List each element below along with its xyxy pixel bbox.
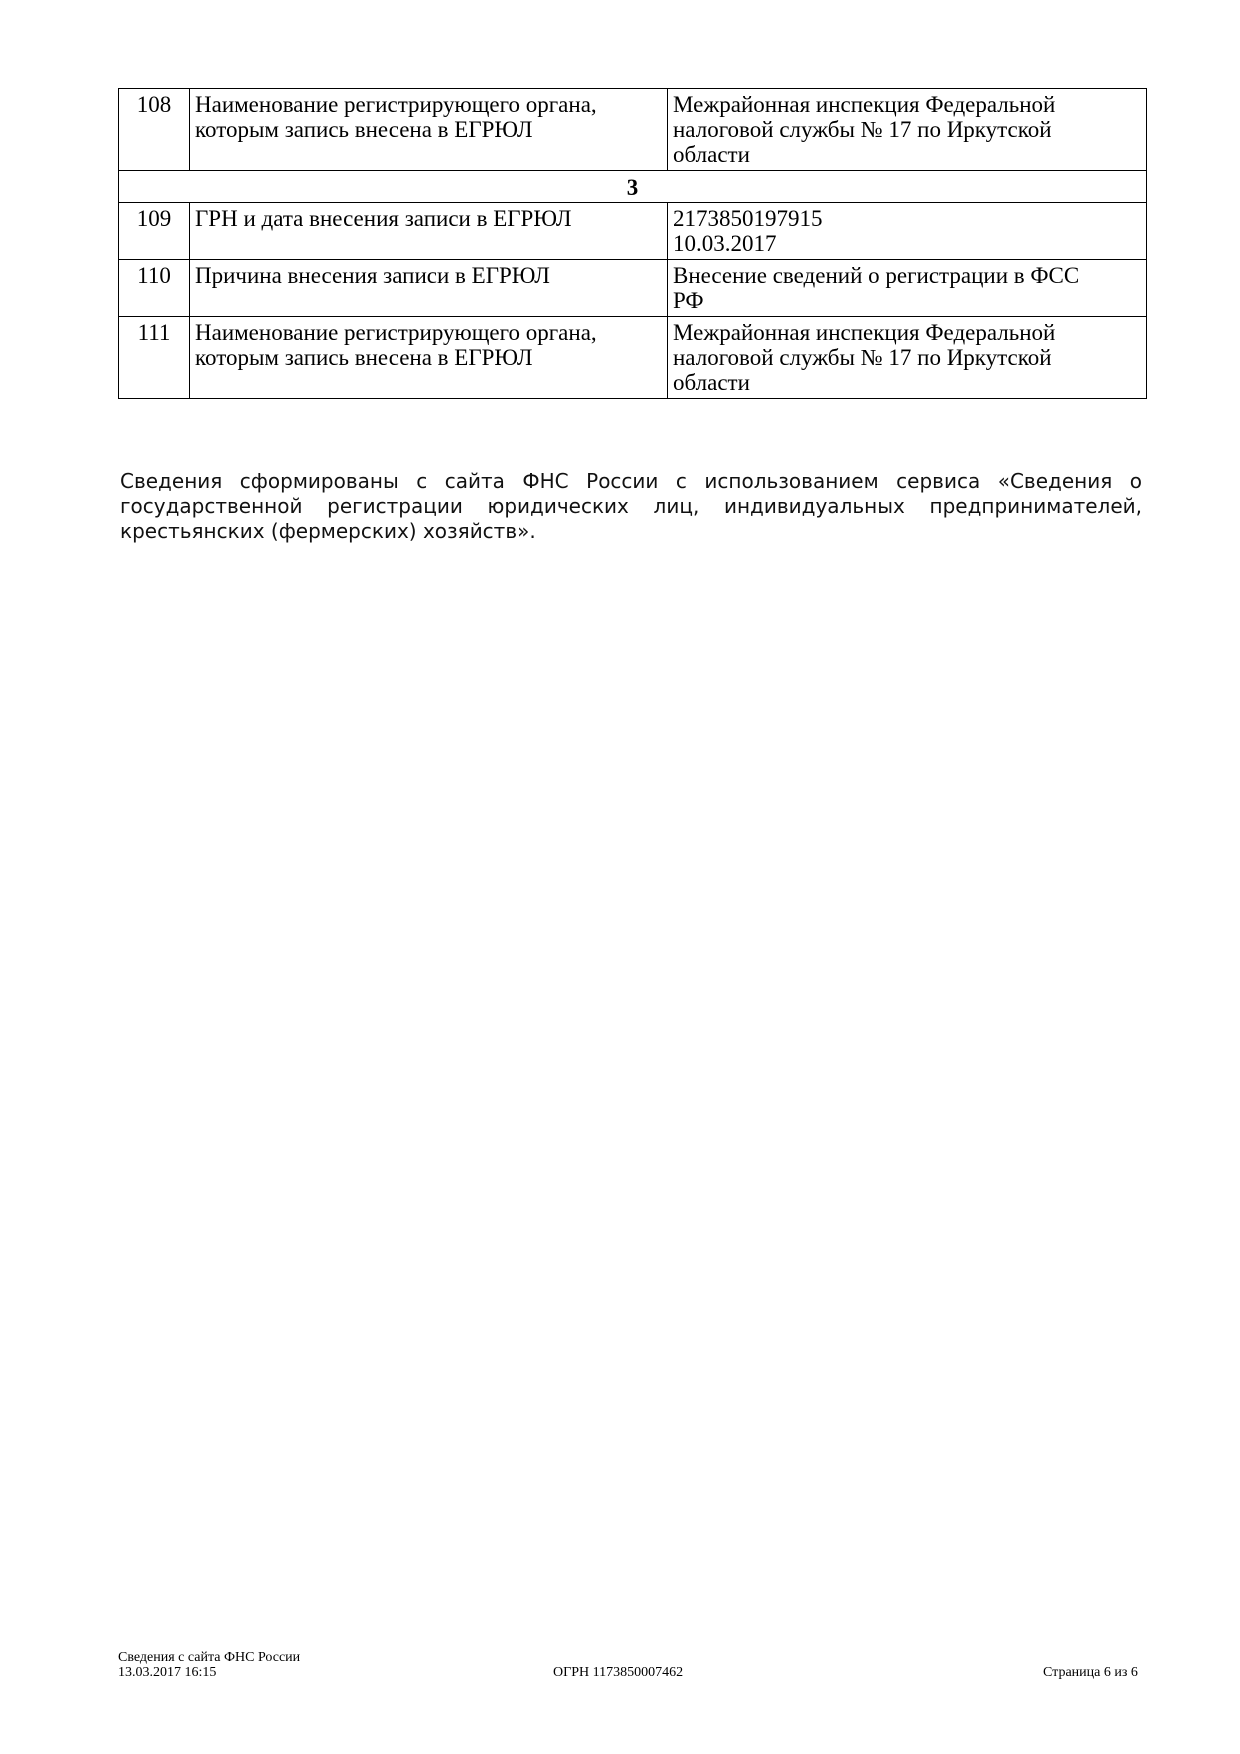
footer-source-label: Сведения с сайта ФНС России bbox=[118, 1650, 301, 1665]
field-name-line: ГРН и дата внесения записи в ЕГРЮЛ bbox=[195, 206, 572, 231]
table-row-108 bbox=[119, 89, 1147, 171]
row-number: 109 bbox=[119, 203, 190, 260]
note-line: Сведения сформированы с сайта ФНС России с использованием сервиса «Сведения о bbox=[120, 469, 1142, 493]
row-field-value bbox=[668, 260, 1147, 317]
field-name-line: Наименование регистрирующего органа, bbox=[195, 92, 597, 117]
source-note bbox=[120, 469, 1142, 544]
egrul-records-table bbox=[118, 88, 1147, 399]
field-value-line: области bbox=[673, 142, 750, 167]
field-value-line: РФ bbox=[673, 288, 704, 313]
row-number: 108 bbox=[119, 89, 190, 171]
field-value-line: области bbox=[673, 370, 750, 395]
row-field-name bbox=[190, 203, 668, 260]
row-field-name bbox=[190, 89, 668, 171]
note-line: государственной регистрации юридических лиц, индивидуальных предпринимателей, bbox=[120, 494, 1142, 518]
table-row-111 bbox=[119, 317, 1147, 399]
field-name-line: которым запись внесена в ЕГРЮЛ bbox=[195, 117, 533, 142]
field-value-line: Межрайонная инспекция Федеральной bbox=[673, 320, 1056, 345]
row-field-value bbox=[668, 89, 1147, 171]
field-name-line: которым запись внесена в ЕГРЮЛ bbox=[195, 345, 533, 370]
footer-page-number: Страница 6 из 6 bbox=[1043, 1665, 1138, 1680]
field-name-line: Наименование регистрирующего органа, bbox=[195, 320, 597, 345]
footer-ogrn: ОГРН 1173850007462 bbox=[553, 1665, 684, 1680]
row-field-value bbox=[668, 317, 1147, 399]
field-value-line: 2173850197915 bbox=[673, 206, 823, 231]
field-value-line: налоговой службы № 17 по Иркутской bbox=[673, 345, 1052, 370]
row-number: 111 bbox=[119, 317, 190, 399]
note-line: крестьянских (фермерских) хозяйств». bbox=[120, 519, 536, 543]
group-header-row bbox=[119, 171, 1147, 203]
row-number: 110 bbox=[119, 260, 190, 317]
footer-source bbox=[118, 1650, 300, 1680]
table-row-109 bbox=[119, 203, 1147, 260]
row-field-name bbox=[190, 260, 668, 317]
table-row-110 bbox=[119, 260, 1147, 317]
group-number: 3 bbox=[119, 171, 1147, 203]
field-value-line: Межрайонная инспекция Федеральной bbox=[673, 92, 1056, 117]
footer-datetime: 13.03.2017 16:15 bbox=[118, 1665, 217, 1680]
field-name-line: Причина внесения записи в ЕГРЮЛ bbox=[195, 263, 550, 288]
row-field-value bbox=[668, 203, 1147, 260]
row-field-name bbox=[190, 317, 668, 399]
field-value-line: налоговой службы № 17 по Иркутской bbox=[673, 117, 1052, 142]
field-value-line: Внесение сведений о регистрации в ФСС bbox=[673, 263, 1080, 288]
field-value-line: 10.03.2017 bbox=[673, 231, 777, 256]
